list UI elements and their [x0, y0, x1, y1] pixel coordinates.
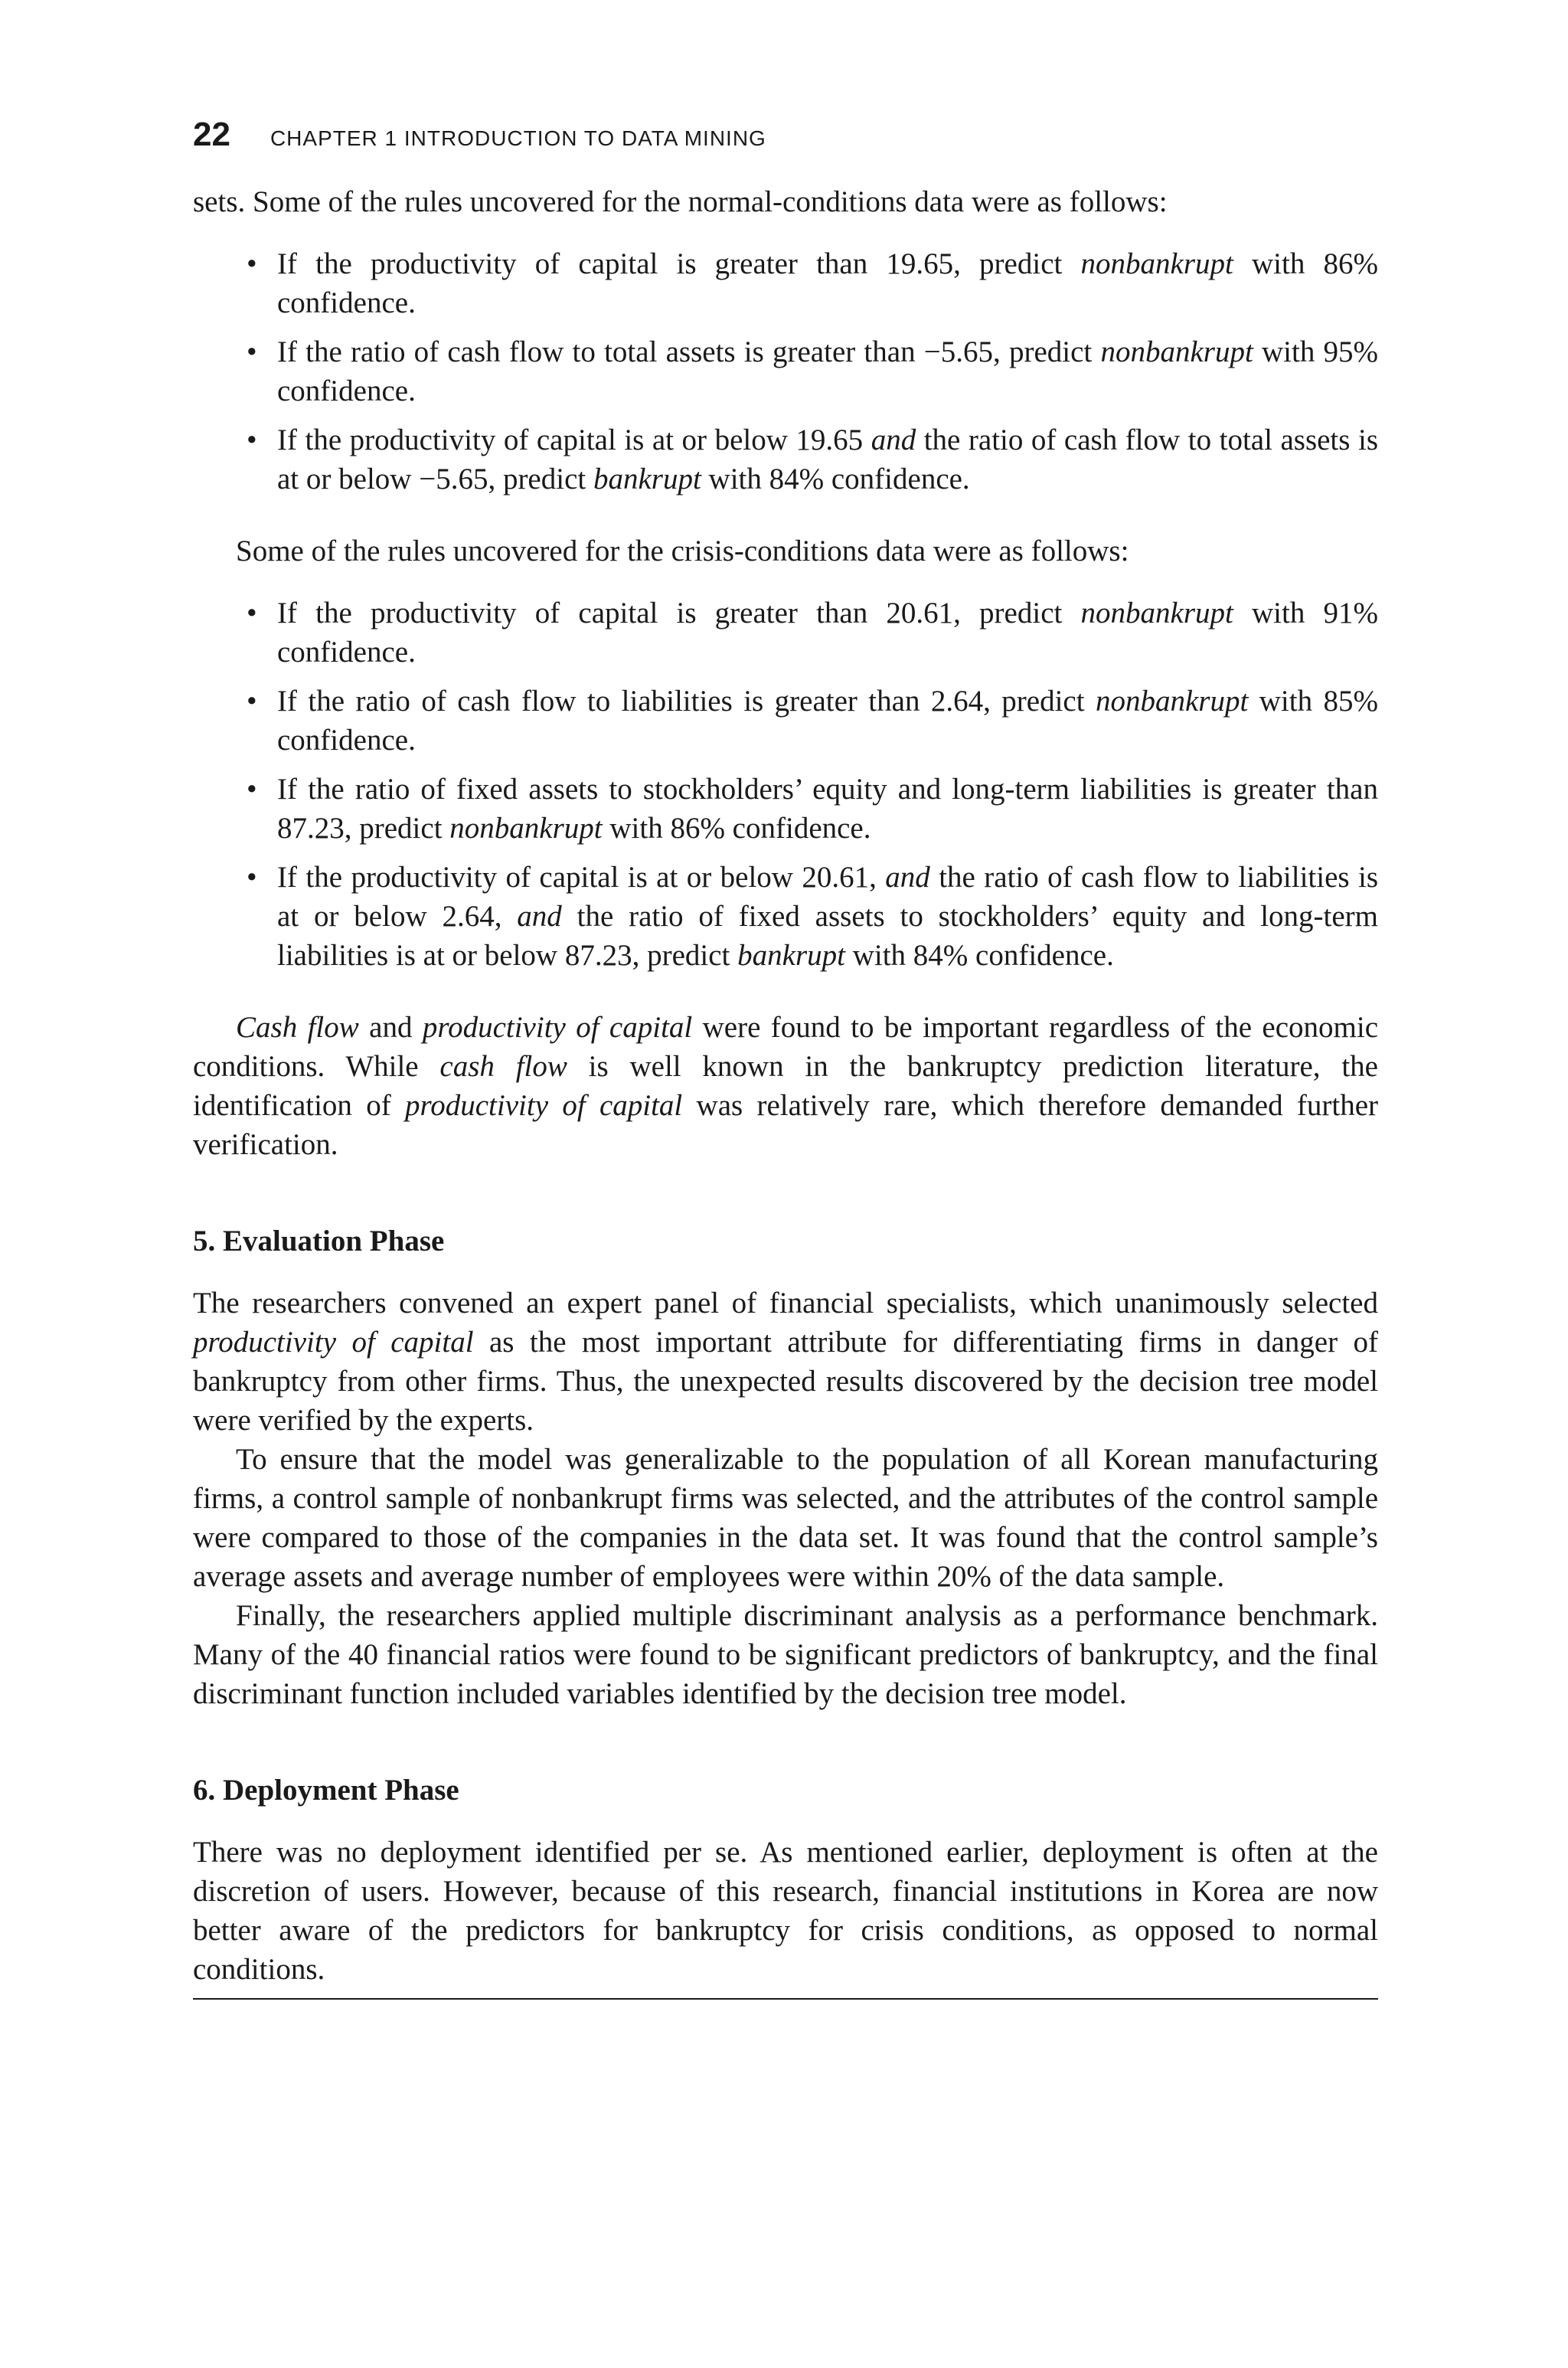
list-item: • If the ratio of cash flow to total assets is greater than −5.65, predict nonbankrupt with 95% confidence. — [277, 332, 1378, 410]
italic-term: productivity of capital — [193, 1326, 474, 1359]
italic-term: nonbankrupt — [1080, 247, 1233, 280]
italic-term: and — [885, 861, 930, 894]
list-item: • If the productivity of capital is at or below 20.61, and the ratio of cash flow to liabilities is at or below 2.64, and the ratio of fixed assets to stockholders’ equity and long-term liabilities is at or below 87.23, predict bankrupt with 84% confidence. — [277, 858, 1378, 975]
intro-line: sets. Some of the rules uncovered for the normal-conditions data were as follows: — [193, 185, 1168, 218]
crisis-rules-list — [193, 594, 1378, 975]
normal-rules-list — [193, 244, 1378, 499]
italic-term: nonbankrupt — [1080, 597, 1233, 630]
conclusion-paragraph: Cash flow and productivity of capital were found to be important regardless of the economic conditions. While cash flow is well known in the bankruptcy prediction literature, the identification of productivity of capital was relatively rare, which therefore demanded further verification. — [193, 1011, 1379, 1161]
evaluation-paragraph: The researchers convened an expert panel of financial specialists, which unanimously selected productivity of capital as the most important attribute for differentiating firms in danger of bankruptcy from other firms. Thus, the unexpected results discovered by the decision tree model were verified by the experts. — [193, 1287, 1378, 1437]
italic-term: and — [517, 900, 562, 933]
chapter-label: CHAPTER 1 INTRODUCTION TO DATA MINING — [270, 126, 766, 150]
italic-term: productivity of capital — [405, 1089, 683, 1122]
list-item: • If the ratio of cash flow to liabilities is greater than 2.64, predict nonbankrupt with 85% confidence. — [277, 682, 1378, 760]
italic-term: nonbankrupt — [1096, 685, 1249, 718]
list-item: • If the ratio of fixed assets to stockholders’ equity and long-term liabilities is greater than 87.23, predict nonbankrupt with 86% confidence. — [277, 770, 1378, 848]
page-number: 22 — [193, 116, 230, 153]
list-item: • If the productivity of capital is greater than 19.65, predict nonbankrupt with 86% confidence. — [277, 244, 1378, 322]
crisis-intro: Some of the rules uncovered for the crisis-conditions data were as follows: — [236, 535, 1129, 567]
italic-term: bankrupt — [737, 939, 845, 972]
italic-term: bankrupt — [593, 463, 701, 496]
italic-term: Cash flow — [236, 1011, 359, 1044]
italic-term: nonbankrupt — [1100, 335, 1253, 368]
evaluation-paragraph: To ensure that the model was generalizable to the population of all Korean manufacturing firms, a control sample of nonbankrupt firms was selected, and the attributes of the control sample were compared to those of the companies in the data set. It was found that the control sample’s average assets and average number of employees were within 20% of the data sample. — [193, 1443, 1378, 1593]
italic-term: nonbankrupt — [449, 812, 603, 845]
italic-term: cash flow — [439, 1050, 567, 1083]
list-item: • If the productivity of capital is greater than 20.61, predict nonbankrupt with 91% confidence. — [277, 594, 1378, 672]
deployment-paragraph: There was no deployment identified per se. As mentioned earlier, deployment is often at the discretion of users. However, because of this research, financial institutions in Korea are now better aware of the predictors for bankruptcy for crisis conditions, as opposed to normal conditions. — [193, 1836, 1378, 1986]
book-page — [193, 115, 1378, 2000]
deployment-heading: 6. Deployment Phase — [193, 1774, 459, 1807]
italic-term: productivity of capital — [422, 1011, 693, 1044]
running-head — [193, 115, 1378, 168]
evaluation-paragraph: Finally, the researchers applied multiple discriminant analysis as a performance benchmark. Many of the 40 financial ratios were found to be significant predictors of bankruptcy, and the final discriminant function included variables identified by the decision tree model. — [193, 1599, 1378, 1710]
evaluation-heading: 5. Evaluation Phase — [193, 1225, 445, 1258]
italic-term: and — [871, 424, 916, 456]
list-item: • If the productivity of capital is at or below 19.65 and the ratio of cash flow to total assets is at or below −5.65, predict bankrupt with 84% confidence. — [277, 420, 1378, 499]
section-end-rule — [193, 1998, 1378, 2000]
